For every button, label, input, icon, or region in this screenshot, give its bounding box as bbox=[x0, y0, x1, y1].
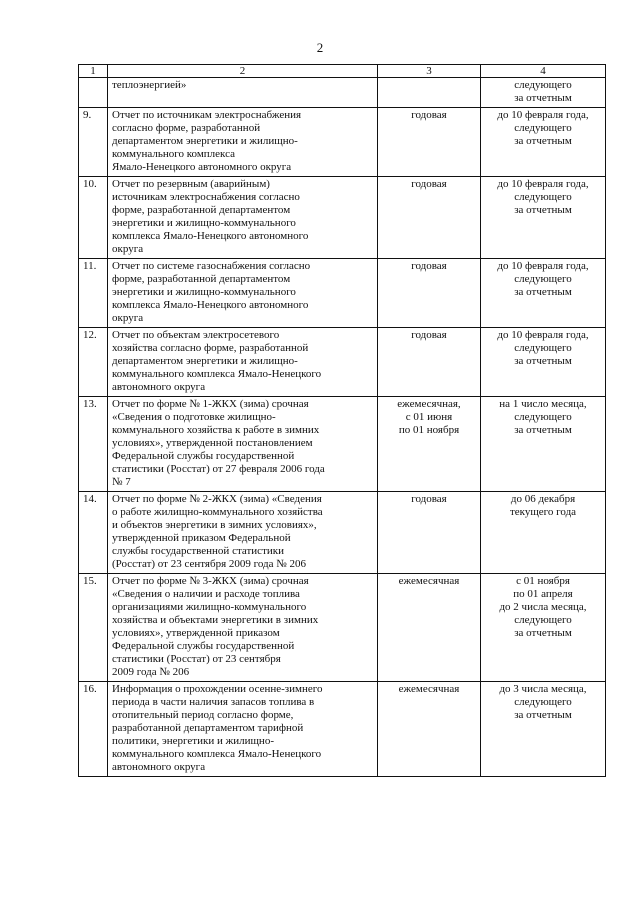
row-deadline-line: за отчетным bbox=[514, 627, 572, 639]
row-deadline-line: за отчетным bbox=[514, 424, 572, 436]
row-description-line: хозяйства согласно форме, разработанной bbox=[112, 342, 309, 354]
row-description-line: Отчет по системе газоснабжения согласно bbox=[112, 260, 311, 272]
row-deadline-line: за отчетным bbox=[514, 135, 572, 147]
table-row bbox=[79, 328, 606, 397]
row-periodicity-line: годовая bbox=[411, 329, 447, 341]
row-description bbox=[108, 492, 378, 574]
row-description-line: Информация о прохождении осенне-зимнего bbox=[112, 683, 323, 695]
row-description-line: Федеральной службы государственной bbox=[112, 640, 295, 652]
row-deadline-line: до 2 числа месяца, bbox=[499, 601, 587, 613]
row-description-line: Ямало-Ненецкого автономного округа bbox=[112, 161, 292, 173]
row-deadline bbox=[481, 108, 606, 177]
reporting-table bbox=[78, 64, 606, 777]
row-deadline-line: до 06 декабря bbox=[510, 493, 576, 505]
row-periodicity bbox=[378, 78, 481, 108]
row-deadline-line: следующего bbox=[514, 191, 572, 203]
row-deadline-line: до 10 февраля года, bbox=[497, 260, 589, 272]
table-row bbox=[79, 397, 606, 492]
row-description-line: округа bbox=[112, 243, 144, 255]
row-description-line: 2009 года № 206 bbox=[112, 666, 190, 678]
row-periodicity bbox=[378, 328, 481, 397]
row-description-line: «Сведения о подготовке жилищно- bbox=[112, 411, 276, 423]
row-deadline-line: следующего bbox=[514, 79, 572, 91]
row-description-line: хозяйства и объектами энергетики в зимних bbox=[112, 614, 319, 626]
row-description-line: «Сведения о наличии и расходе топлива bbox=[112, 588, 300, 600]
row-deadline-line: до 10 февраля года, bbox=[497, 329, 589, 341]
row-number: 16. bbox=[79, 682, 108, 777]
row-description-line: согласно форме, разработанной bbox=[112, 122, 261, 134]
table-header-row bbox=[79, 65, 606, 78]
row-description bbox=[108, 397, 378, 492]
column-header-description: 2 bbox=[108, 65, 378, 78]
row-description-line: коммунального комплекса bbox=[112, 148, 236, 160]
row-periodicity-line: годовая bbox=[411, 178, 447, 190]
row-description-line: автономного округа bbox=[112, 761, 206, 773]
row-periodicity bbox=[378, 108, 481, 177]
row-description-line: службы государственной статистики bbox=[112, 545, 284, 557]
row-description-line: Отчет по источникам электроснабжения bbox=[112, 109, 302, 121]
column-header-number: 1 bbox=[79, 65, 108, 78]
row-number: 11. bbox=[79, 259, 108, 328]
row-periodicity-line: годовая bbox=[411, 109, 447, 121]
table-row bbox=[79, 177, 606, 259]
row-description-line: разработанной департаментом тарифной bbox=[112, 722, 304, 734]
row-description-line: о работе жилищно-коммунального хозяйства bbox=[112, 506, 323, 518]
row-deadline-line: до 10 февраля года, bbox=[497, 109, 589, 121]
row-description-line: Отчет по резервным (аварийным) bbox=[112, 178, 270, 190]
table-row bbox=[79, 259, 606, 328]
row-description-line: округа bbox=[112, 312, 144, 324]
row-description-line: энергетики и жилищно-коммунального bbox=[112, 217, 296, 229]
row-description bbox=[108, 574, 378, 682]
table-row bbox=[79, 574, 606, 682]
row-deadline-line: текущего года bbox=[509, 506, 577, 518]
row-deadline-line: до 10 февраля года, bbox=[497, 178, 589, 190]
row-description bbox=[108, 328, 378, 397]
row-description-line: комплекса Ямало-Ненецкого автономного bbox=[112, 230, 309, 242]
page-number: 2 bbox=[316, 40, 324, 55]
row-number bbox=[79, 78, 108, 108]
row-description-line: условиях», утвержденной приказом bbox=[112, 627, 280, 639]
row-deadline-line: следующего bbox=[514, 411, 572, 423]
row-deadline-line: за отчетным bbox=[514, 92, 572, 104]
row-description-line: теплоэнергией» bbox=[112, 79, 187, 91]
row-deadline-line: следующего bbox=[514, 696, 572, 708]
row-deadline bbox=[481, 259, 606, 328]
row-description-line: Федеральной службы государственной bbox=[112, 450, 295, 462]
row-deadline bbox=[481, 78, 606, 108]
table-row bbox=[79, 682, 606, 777]
row-description-line: организациями жилищно-коммунального bbox=[112, 601, 307, 613]
row-description-line: форме, разработанной департаментом bbox=[112, 273, 291, 285]
row-description-line: автономного округа bbox=[112, 381, 206, 393]
table-row bbox=[79, 108, 606, 177]
row-description bbox=[108, 108, 378, 177]
row-deadline-line: за отчетным bbox=[514, 355, 572, 367]
row-deadline bbox=[481, 328, 606, 397]
table-row bbox=[79, 492, 606, 574]
row-description-line: коммунального комплекса Ямало-Ненецкого bbox=[112, 368, 322, 380]
row-number: 12. bbox=[79, 328, 108, 397]
row-description-line: статистики (Росстат) от 23 сентября bbox=[112, 653, 281, 665]
row-deadline-line: за отчетным bbox=[514, 709, 572, 721]
row-deadline bbox=[481, 682, 606, 777]
row-description-line: департаментом энергетики и жилищно- bbox=[112, 355, 298, 367]
row-deadline-line: за отчетным bbox=[514, 204, 572, 216]
row-description-line: № 7 bbox=[112, 476, 131, 488]
row-number: 14. bbox=[79, 492, 108, 574]
row-description-line: энергетики и жилищно-коммунального bbox=[112, 286, 296, 298]
row-description bbox=[108, 682, 378, 777]
row-deadline bbox=[481, 397, 606, 492]
row-periodicity bbox=[378, 259, 481, 328]
row-description-line: источникам электроснабжения согласно bbox=[112, 191, 300, 203]
row-description-line: Отчет по объектам электросетевого bbox=[112, 329, 280, 341]
column-header-periodicity: 3 bbox=[378, 65, 481, 78]
row-deadline-line: до 3 числа месяца, bbox=[499, 683, 587, 695]
row-description bbox=[108, 259, 378, 328]
row-periodicity bbox=[378, 397, 481, 492]
row-deadline bbox=[481, 574, 606, 682]
row-deadline-line: следующего bbox=[514, 342, 572, 354]
row-description bbox=[108, 177, 378, 259]
row-description-line: периода в части наличия запасов топлива в bbox=[112, 696, 315, 708]
row-description-line: статистики (Росстат) от 27 февраля 2006 года bbox=[112, 463, 325, 475]
row-periodicity bbox=[378, 682, 481, 777]
row-description-line: коммунального хозяйства к работе в зимних bbox=[112, 424, 320, 436]
row-deadline-line: следующего bbox=[514, 122, 572, 134]
row-deadline-line: с 01 ноября bbox=[516, 575, 570, 587]
row-deadline-line: за отчетным bbox=[514, 286, 572, 298]
row-periodicity-line: годовая bbox=[411, 493, 447, 505]
row-description-line: отопительный период согласно форме, bbox=[112, 709, 294, 721]
row-periodicity bbox=[378, 177, 481, 259]
row-description-line: и объектов энергетики в зимних условиях», bbox=[112, 519, 317, 531]
row-periodicity-line: ежемесячная bbox=[398, 575, 460, 587]
row-description-line: комплекса Ямало-Ненецкого автономного bbox=[112, 299, 309, 311]
row-number: 9. bbox=[79, 108, 108, 177]
row-deadline-line: на 1 число месяца, bbox=[499, 398, 587, 410]
row-description-line: департаментом энергетики и жилищно- bbox=[112, 135, 298, 147]
row-deadline bbox=[481, 177, 606, 259]
row-description-line: коммунального комплекса Ямало-Ненецкого bbox=[112, 748, 322, 760]
row-description-line: утвержденной приказом Федеральной bbox=[112, 532, 291, 544]
table-body bbox=[79, 78, 606, 777]
row-description-line: условиях», утвержденной постановлением bbox=[112, 437, 313, 449]
row-deadline bbox=[481, 492, 606, 574]
row-periodicity-line: годовая bbox=[411, 260, 447, 272]
row-description-line: Отчет по форме № 1-ЖКХ (зима) срочная bbox=[112, 398, 309, 410]
row-number: 15. bbox=[79, 574, 108, 682]
row-deadline-line: по 01 апреля bbox=[513, 588, 573, 600]
row-periodicity-line: ежемесячная, bbox=[397, 398, 461, 410]
row-description-line: форме, разработанной департаментом bbox=[112, 204, 291, 216]
row-number: 13. bbox=[79, 397, 108, 492]
row-description-line: Отчет по форме № 3-ЖКХ (зима) срочная bbox=[112, 575, 309, 587]
row-description bbox=[108, 78, 378, 108]
row-periodicity-line: ежемесячная bbox=[398, 683, 460, 695]
row-periodicity bbox=[378, 574, 481, 682]
table-row bbox=[79, 78, 606, 108]
row-number: 10. bbox=[79, 177, 108, 259]
row-deadline-line: следующего bbox=[514, 614, 572, 626]
column-header-deadline: 4 bbox=[481, 65, 606, 78]
row-periodicity-line: с 01 июня bbox=[405, 411, 453, 423]
row-description-line: политики, энергетики и жилищно- bbox=[112, 735, 274, 747]
row-periodicity-line: по 01 ноября bbox=[398, 424, 460, 436]
row-deadline-line: следующего bbox=[514, 273, 572, 285]
row-periodicity bbox=[378, 492, 481, 574]
row-description-line: Отчет по форме № 2-ЖКХ (зима) «Сведения bbox=[112, 493, 322, 505]
row-description-line: (Росстат) от 23 сентября 2009 года № 206 bbox=[112, 558, 307, 570]
